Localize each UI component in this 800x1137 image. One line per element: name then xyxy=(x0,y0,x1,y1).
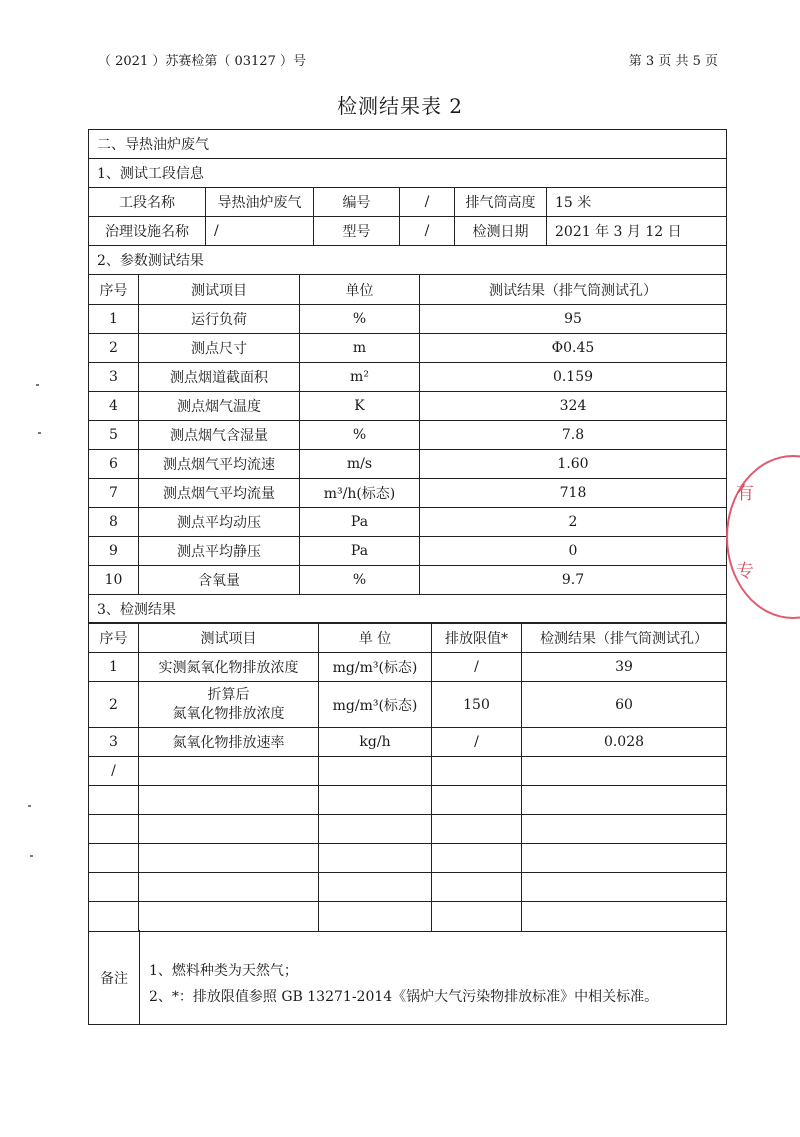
col-header: 单 位 xyxy=(319,623,432,653)
results-table xyxy=(88,622,727,932)
col-header: 序号 xyxy=(89,275,139,305)
cell-unit xyxy=(319,757,432,786)
table-row xyxy=(89,537,727,566)
cell-unit: Pa xyxy=(300,537,420,566)
cell-result: 2 xyxy=(420,508,727,537)
table-row xyxy=(89,566,727,595)
table-row xyxy=(89,334,727,363)
cell-result: 60 xyxy=(522,682,727,728)
section-heading-results: 3、检测结果 xyxy=(89,595,727,624)
page-indicator: 第 3 页 共 5 页 xyxy=(628,54,718,69)
cell-unit: % xyxy=(300,305,420,334)
remarks-label: 备注 xyxy=(89,930,140,1025)
empty-row xyxy=(89,844,727,873)
empty-row xyxy=(89,786,727,815)
empty-row xyxy=(89,815,727,844)
cell-no: 4 xyxy=(89,392,139,421)
cell-result: 0.028 xyxy=(522,728,727,757)
info-value: 2021 年 3 月 12 日 xyxy=(547,217,727,246)
cell-item: 测点平均动压 xyxy=(139,508,300,537)
cell-item: 含氧量 xyxy=(139,566,300,595)
cell-result: Φ0.45 xyxy=(420,334,727,363)
cell-no: 3 xyxy=(89,728,139,757)
cell-no: 5 xyxy=(89,421,139,450)
info-label: 工段名称 xyxy=(89,188,206,217)
table-row xyxy=(89,479,727,508)
remarks-block xyxy=(88,930,727,1025)
table-row xyxy=(89,757,727,786)
col-header: 测试项目 xyxy=(139,275,300,305)
official-seal-stamp xyxy=(726,455,800,619)
info-value: 15 米 xyxy=(547,188,727,217)
report-number: （ 2021 ）苏赛检第（ 03127 ）号 xyxy=(98,54,306,69)
cell-result: 7.8 xyxy=(420,421,727,450)
empty-row xyxy=(89,902,727,932)
info-label: 排气筒高度 xyxy=(455,188,547,217)
col-header: 测试项目 xyxy=(139,623,319,653)
cell-no: 1 xyxy=(89,305,139,334)
table-row xyxy=(89,305,727,334)
cell-unit: Pa xyxy=(300,508,420,537)
info-row xyxy=(89,188,727,217)
cell-result: 9.7 xyxy=(420,566,727,595)
cell-limit: / xyxy=(432,653,522,682)
cell-result: 95 xyxy=(420,305,727,334)
info-label: 检测日期 xyxy=(455,217,547,246)
cell-limit: 150 xyxy=(432,682,522,728)
cell-item: 氮氧化物排放速率 xyxy=(139,728,319,757)
cell-no: 3 xyxy=(89,363,139,392)
table-row xyxy=(89,728,727,757)
params-header-row xyxy=(89,275,727,305)
cell-unit: m/s xyxy=(300,450,420,479)
cell-item: 折算后 氮氧化物排放浓度 xyxy=(139,682,319,728)
table-row xyxy=(89,653,727,682)
cell-result: 324 xyxy=(420,392,727,421)
cell-unit: % xyxy=(300,566,420,595)
section-heading-params: 2、参数测试结果 xyxy=(89,246,727,275)
cell-item xyxy=(139,757,319,786)
table-row xyxy=(89,508,727,537)
cell-item: 运行负荷 xyxy=(139,305,300,334)
cell-unit: K xyxy=(300,392,420,421)
cell-no: / xyxy=(89,757,139,786)
cell-item: 测点烟气平均流量 xyxy=(139,479,300,508)
table-row xyxy=(89,363,727,392)
cell-limit xyxy=(432,757,522,786)
cell-unit: mg/m³(标态) xyxy=(319,682,432,728)
cell-result: 0 xyxy=(420,537,727,566)
cell-no: 2 xyxy=(89,334,139,363)
info-value: / xyxy=(400,188,455,217)
cell-result xyxy=(522,757,727,786)
table-row xyxy=(89,450,727,479)
cell-no: 2 xyxy=(89,682,139,728)
scan-speck xyxy=(36,384,39,386)
info-label: 治理设施名称 xyxy=(89,217,206,246)
cell-result: 1.60 xyxy=(420,450,727,479)
params-table xyxy=(88,274,727,624)
cell-limit: / xyxy=(432,728,522,757)
cell-no: 7 xyxy=(89,479,139,508)
cell-item: 测点尺寸 xyxy=(139,334,300,363)
section-heading-main: 二、导热油炉废气 xyxy=(89,130,727,159)
col-header: 检测结果（排气筒测试孔） xyxy=(522,623,727,653)
cell-item: 测点烟气含湿量 xyxy=(139,421,300,450)
cell-no: 10 xyxy=(89,566,139,595)
remark-line: 2、*：排放限值参照 GB 13271-2014《锅炉大气污染物排放标准》中相关标准。 xyxy=(149,989,659,1005)
cell-item: 测点烟气平均流速 xyxy=(139,450,300,479)
cell-unit: kg/h xyxy=(319,728,432,757)
cell-unit: mg/m³(标态) xyxy=(319,653,432,682)
cell-item: 测点烟道截面积 xyxy=(139,363,300,392)
remark-line: 1、燃料种类为天然气； xyxy=(149,963,298,979)
section-heading-info: 1、测试工段信息 xyxy=(89,159,727,188)
cell-no: 9 xyxy=(89,537,139,566)
info-label: 型号 xyxy=(314,217,400,246)
cell-result: 39 xyxy=(522,653,727,682)
scan-speck xyxy=(30,855,33,857)
cell-result: 0.159 xyxy=(420,363,727,392)
cell-no: 8 xyxy=(89,508,139,537)
info-value: / xyxy=(206,217,314,246)
cell-item: 实测氮氧化物排放浓度 xyxy=(139,653,319,682)
table-row xyxy=(89,421,727,450)
cell-item: 测点烟气温度 xyxy=(139,392,300,421)
col-header: 序号 xyxy=(89,623,139,653)
seal-text: 专 xyxy=(736,561,754,582)
seal-text: 有 xyxy=(736,483,754,504)
page-title: 检测结果表 2 xyxy=(336,94,464,118)
info-label: 编号 xyxy=(314,188,400,217)
info-value: 导热油炉废气 xyxy=(206,188,314,217)
scan-speck xyxy=(38,432,41,434)
empty-row xyxy=(89,873,727,902)
cell-result: 718 xyxy=(420,479,727,508)
cell-unit: m xyxy=(300,334,420,363)
col-header: 排放限值* xyxy=(432,623,522,653)
info-table xyxy=(88,129,727,275)
remarks-text xyxy=(149,958,658,1010)
col-header: 测试结果（排气筒测试孔） xyxy=(420,275,727,305)
cell-no: 6 xyxy=(89,450,139,479)
table-row xyxy=(89,392,727,421)
info-row xyxy=(89,217,727,246)
table-row xyxy=(89,682,727,728)
scan-speck xyxy=(28,805,31,807)
info-value: / xyxy=(400,217,455,246)
cell-unit: % xyxy=(300,421,420,450)
cell-unit: m² xyxy=(300,363,420,392)
cell-unit: m³/h(标态) xyxy=(300,479,420,508)
cell-no: 1 xyxy=(89,653,139,682)
cell-item: 测点平均静压 xyxy=(139,537,300,566)
col-header: 单位 xyxy=(300,275,420,305)
results-header-row xyxy=(89,623,727,653)
